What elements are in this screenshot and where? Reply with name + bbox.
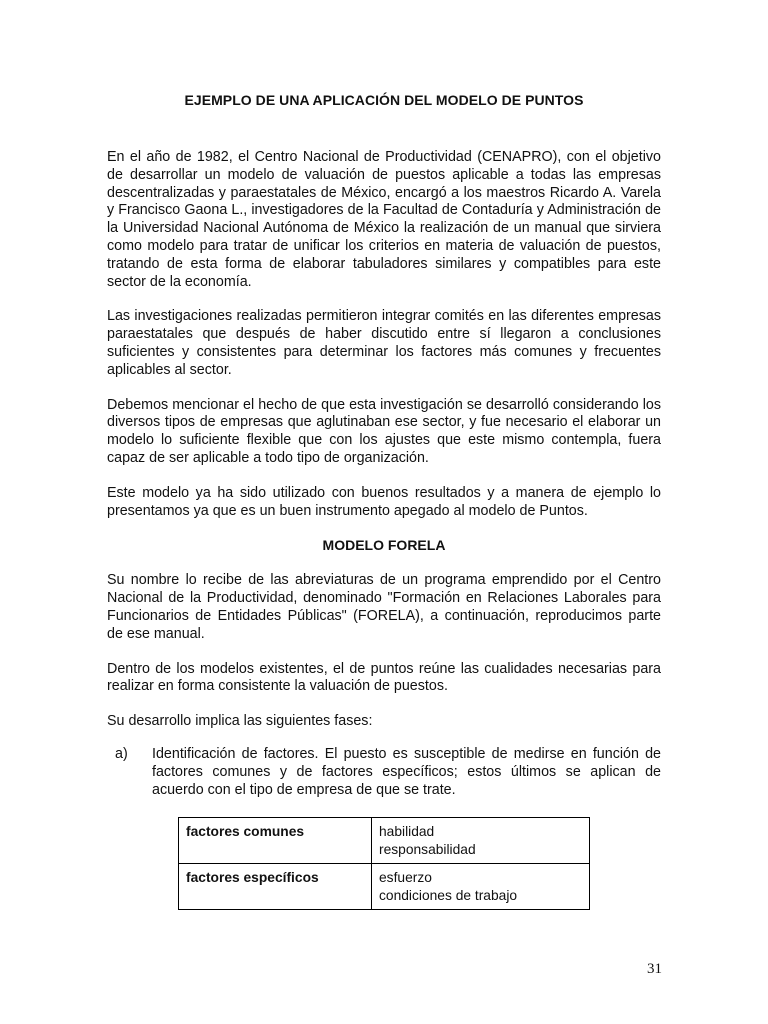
- list-item: [107, 746, 661, 799]
- factor-name-cell: factores comunes: [179, 818, 372, 864]
- paragraph-2: Las investigaciones realizadas permitieron integrar comités en las diferentes empresas paraestatales que después de haber discutido entre sí llegaron a conclusiones suficientes y consistentes para determinar los factores más comunes y frecuentes aplicables al sector.: [107, 308, 661, 378]
- factor-value: responsabilidad: [379, 841, 476, 857]
- factor-value: condiciones de trabajo: [379, 887, 518, 903]
- paragraph-3: Debemos mencionar el hecho de que esta investigación se desarrolló considerando los diversos tipos de empresas que aglutinaban ese sector, y fue necesario el elaborar un modelo lo suficiente flexible que con los ajustes que este mismo contempla, fuera capaz de ser aplicable a todo tipo de organización.: [107, 396, 661, 466]
- factor-value: habilidad: [379, 824, 435, 840]
- factor-value: esfuerzo: [379, 870, 432, 886]
- table-row: [179, 818, 590, 864]
- table-row: [179, 864, 590, 910]
- section-subtitle: MODELO FORELA: [322, 537, 446, 554]
- factor-values-cell: [372, 818, 590, 864]
- factors-table: [178, 817, 590, 910]
- factor-name-cell: factores específicos: [179, 864, 372, 910]
- paragraph-1: En el año de 1982, el Centro Nacional de Productividad (CENAPRO), con el objetivo de desarrollar un modelo de valuación de puestos aplicable a todas las empresas descentralizadas y paraestatales de México, encargó a los maestros Ricardo A. Varela y Francisco Gaona L., investigadores de la Facultad de Contaduría y Administración de la Universidad Nacional Autónoma de México la realización de un manual que sirviera como modelo para tratar de unificar los criterios en materia de valuación de puestos, tratando de esta forma de elaborar tabuladores similares y compatibles para este sector de la economía.: [107, 149, 661, 290]
- document-title: EJEMPLO DE UNA APLICACIÓN DEL MODELO DE PUNTOS: [184, 92, 584, 108]
- forela-paragraph-2: Dentro de los modelos existentes, el de puntos reúne las cualidades necesarias para realizar en forma consistente la valuación de puestos.: [107, 660, 661, 695]
- forela-paragraph-3: Su desarrollo implica las siguientes fases:: [107, 713, 373, 730]
- factor-values-cell: [372, 864, 590, 910]
- document-page: [107, 92, 661, 910]
- forela-paragraph-1: Su nombre lo recibe de las abreviaturas de un programa emprendido por el Centro Nacional de la Productividad, denominado "Formación en Relaciones Laborales para Funcionarios de Entidades Públicas" (FORELA), a continuación, reproducimos parte de ese manual.: [107, 572, 661, 642]
- list-item-letter: a): [115, 745, 128, 762]
- page-number: 31: [647, 961, 662, 977]
- list-item-text: Identificación de factores. El puesto es susceptible de medirse en función de factores comunes y de factores específicos; estos últimos se aplican de acuerdo con el tipo de empresa de que se trate.: [152, 745, 661, 798]
- paragraph-4: Este modelo ya ha sido utilizado con buenos resultados y a manera de ejemplo lo presentamos ya que es un buen instrumento apegado al modelo de Puntos.: [107, 484, 661, 519]
